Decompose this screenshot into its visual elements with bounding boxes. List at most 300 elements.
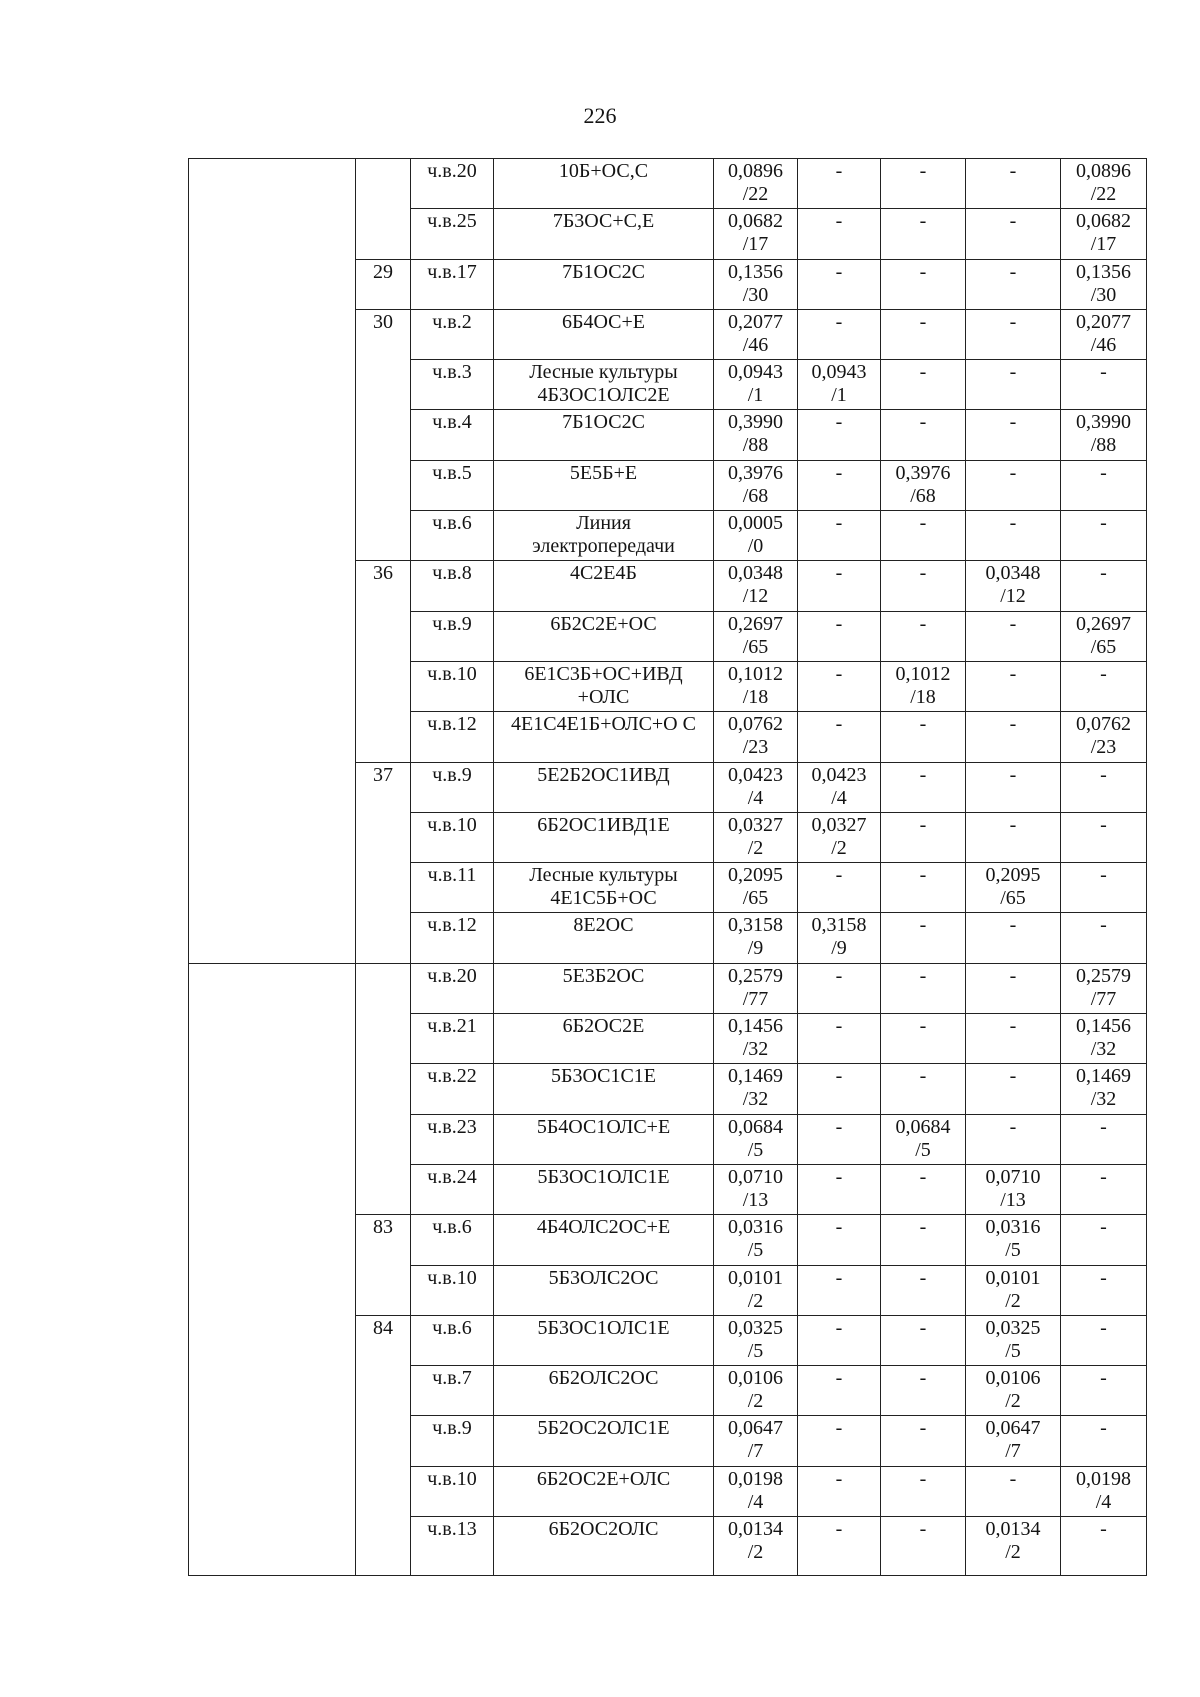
total-area-cell	[714, 913, 798, 963]
description-line: 6Б2ОС2Е+ОЛС	[536, 1467, 671, 1490]
vydel-cell	[411, 309, 494, 359]
area-value: -	[1009, 964, 1017, 987]
area-value: -	[1009, 160, 1017, 182]
category-area-cell	[798, 309, 881, 359]
area-value: /13	[1000, 1188, 1026, 1211]
area-value: /4	[1095, 1490, 1112, 1513]
kvartal-cell	[356, 762, 411, 963]
category-area-cell	[798, 1416, 881, 1466]
kvartal-number: 37	[373, 763, 393, 786]
category-area-cell	[881, 1215, 966, 1265]
category-area-cell	[1061, 611, 1147, 661]
vydel-cell	[411, 1164, 494, 1214]
vydel-cell	[411, 1114, 494, 1164]
area-value: -	[835, 1115, 843, 1138]
category-area-cell	[798, 159, 881, 209]
category-area-cell	[1061, 1366, 1147, 1416]
area-value: 0,3990	[728, 411, 783, 434]
area-value: /7	[1005, 1440, 1021, 1463]
area-value: -	[1009, 512, 1017, 535]
category-area-cell	[881, 1014, 966, 1064]
vydel-label: ч.в.12	[427, 914, 477, 937]
kvartal-cell	[356, 561, 411, 762]
kvartal-cell	[356, 1315, 411, 1575]
kvartal-number: 29	[373, 260, 393, 283]
description-line: 10Б+ОС,С	[558, 160, 649, 182]
category-area-cell	[966, 1517, 1061, 1576]
area-value: -	[835, 411, 843, 434]
area-value: -	[1100, 662, 1107, 685]
category-area-cell	[798, 209, 881, 259]
category-area-cell	[1061, 1466, 1147, 1516]
area-value: -	[835, 1065, 843, 1088]
area-value: -	[919, 864, 927, 887]
category-area-cell	[798, 1215, 881, 1265]
description-line: 4Б4ОЛС2ОС+Е	[536, 1216, 671, 1239]
area-value: -	[1100, 1417, 1107, 1440]
category-area-cell	[1061, 963, 1147, 1013]
vydel-cell	[411, 1265, 494, 1315]
area-value: -	[1009, 713, 1017, 736]
description-cell	[494, 309, 714, 359]
category-area-cell	[966, 611, 1061, 661]
area-value: -	[835, 1015, 843, 1038]
category-area-cell	[1061, 1517, 1147, 1576]
category-area-cell	[881, 410, 966, 460]
area-value: 0,1469	[1076, 1065, 1131, 1088]
area-value: 0,1012	[728, 662, 783, 685]
category-area-cell	[881, 360, 966, 410]
category-area-cell	[881, 209, 966, 259]
area-value: -	[1009, 1115, 1017, 1138]
area-value: /5	[747, 1138, 764, 1161]
category-area-cell	[966, 1366, 1061, 1416]
category-area-cell	[1061, 511, 1147, 561]
area-value: -	[919, 411, 927, 434]
description-cell	[494, 1215, 714, 1265]
kvartal-cell	[356, 1215, 411, 1316]
category-area-cell	[1061, 712, 1147, 762]
category-area-cell	[1061, 309, 1147, 359]
area-value: -	[835, 1216, 843, 1239]
area-value: -	[835, 461, 843, 484]
area-value: -	[1100, 361, 1107, 384]
vydel-label: ч.в.20	[427, 160, 477, 182]
area-value: /4	[747, 786, 764, 809]
area-value: -	[835, 1316, 843, 1339]
total-area-cell	[714, 1466, 798, 1516]
area-value: -	[1100, 1216, 1107, 1239]
category-area-cell	[798, 1164, 881, 1214]
area-value: -	[835, 260, 843, 283]
area-value: -	[919, 562, 927, 585]
area-value: /2	[831, 836, 847, 859]
category-area-cell	[966, 963, 1061, 1013]
vydel-label: ч.в.3	[432, 361, 472, 384]
area-value: 0,0325	[985, 1316, 1041, 1339]
area-value: -	[1100, 1115, 1107, 1138]
description-cell	[494, 159, 714, 209]
area-value: -	[1009, 361, 1017, 384]
total-area-cell	[714, 309, 798, 359]
area-value: /32	[742, 1088, 769, 1111]
total-area-cell	[714, 1114, 798, 1164]
kvartal-number: 36	[373, 562, 393, 585]
total-area-cell	[714, 1366, 798, 1416]
category-area-cell	[881, 460, 966, 510]
table-body	[189, 159, 1147, 1576]
area-value: -	[919, 1316, 927, 1339]
area-value: 0,0198	[1076, 1467, 1131, 1490]
kvartal-number: 83	[373, 1216, 393, 1239]
description-line: 4Б3ОС1ОЛС2Е	[537, 384, 670, 407]
area-value: 0,2697	[728, 612, 783, 635]
area-value: -	[1009, 461, 1017, 484]
area-value: 0,2095	[985, 864, 1041, 887]
area-value: 0,0647	[985, 1417, 1041, 1440]
vydel-cell	[411, 913, 494, 963]
category-area-cell	[881, 1315, 966, 1365]
category-area-cell	[966, 1164, 1061, 1214]
category-area-cell	[881, 259, 966, 309]
area-value: -	[919, 260, 927, 283]
description-cell	[494, 1114, 714, 1164]
description-cell	[494, 712, 714, 762]
area-value: -	[919, 1266, 927, 1289]
table-row	[189, 963, 1147, 1013]
description-line: 5Е5Б+Е	[569, 461, 638, 484]
category-area-cell	[966, 661, 1061, 711]
category-area-cell	[1061, 209, 1147, 259]
area-value: -	[919, 1518, 927, 1541]
category-area-cell	[966, 360, 1061, 410]
description-line: 5Б3ОС1ОЛС1Е	[537, 1165, 670, 1188]
category-area-cell	[798, 1265, 881, 1315]
area-value: -	[919, 1417, 927, 1440]
vydel-cell	[411, 561, 494, 611]
total-area-cell	[714, 661, 798, 711]
area-value: 0,0423	[811, 763, 867, 786]
description-cell	[494, 963, 714, 1013]
total-area-cell	[714, 561, 798, 611]
area-value: 0,3990	[1076, 411, 1131, 434]
total-area-cell	[714, 1517, 798, 1576]
area-value: -	[1009, 411, 1017, 434]
category-area-cell	[798, 1517, 881, 1576]
total-area-cell	[714, 762, 798, 812]
area-value: /5	[1005, 1339, 1021, 1362]
total-area-cell	[714, 511, 798, 561]
section-cell	[189, 963, 356, 1575]
vydel-cell	[411, 1416, 494, 1466]
vydel-label: ч.в.12	[427, 713, 477, 736]
category-area-cell	[881, 1164, 966, 1214]
category-area-cell	[1061, 812, 1147, 862]
vydel-label: ч.в.10	[427, 1467, 477, 1490]
vydel-cell	[411, 1366, 494, 1416]
area-value: 0,0134	[985, 1518, 1041, 1541]
category-area-cell	[881, 159, 966, 209]
category-area-cell	[798, 812, 881, 862]
area-value: -	[919, 1015, 927, 1038]
description-line: 6Б2ОС2ОЛС	[548, 1518, 659, 1541]
category-area-cell	[798, 1064, 881, 1114]
category-area-cell	[881, 762, 966, 812]
category-area-cell	[798, 1014, 881, 1064]
category-area-cell	[798, 511, 881, 561]
category-area-cell	[1061, 561, 1147, 611]
area-value: /65	[1090, 635, 1117, 658]
vydel-label: ч.в.6	[432, 1216, 472, 1239]
area-value: -	[919, 813, 927, 836]
vydel-label: ч.в.10	[427, 1266, 477, 1289]
area-value: 0,0327	[811, 813, 867, 836]
area-value: 0,2077	[1076, 310, 1131, 333]
category-area-cell	[966, 1014, 1061, 1064]
area-value: 0,1456	[728, 1015, 783, 1038]
category-area-cell	[881, 611, 966, 661]
category-area-cell	[798, 712, 881, 762]
area-value: /77	[1090, 987, 1117, 1010]
area-value: -	[919, 1367, 927, 1390]
area-value: 0,0316	[985, 1216, 1041, 1239]
vydel-cell	[411, 863, 494, 913]
area-value: -	[835, 1518, 843, 1541]
area-value: -	[1100, 813, 1107, 836]
vydel-label: ч.в.8	[432, 562, 472, 585]
area-value: /2	[1005, 1390, 1021, 1413]
description-cell	[494, 460, 714, 510]
description-cell	[494, 1014, 714, 1064]
category-area-cell	[966, 863, 1061, 913]
category-area-cell	[1061, 1064, 1147, 1114]
area-value: 0,1356	[1076, 260, 1131, 283]
category-area-cell	[966, 259, 1061, 309]
area-value: -	[1100, 1316, 1107, 1339]
area-value: /46	[742, 333, 769, 356]
category-area-cell	[966, 209, 1061, 259]
area-value: /2	[1005, 1541, 1021, 1564]
area-value: -	[1009, 813, 1017, 836]
total-area-cell	[714, 460, 798, 510]
area-value: -	[1009, 1065, 1017, 1088]
forest-inventory-table	[188, 158, 1147, 1576]
category-area-cell	[966, 410, 1061, 460]
area-value: /17	[742, 233, 769, 256]
category-area-cell	[881, 1064, 966, 1114]
area-value: -	[919, 964, 927, 987]
vydel-cell	[411, 812, 494, 862]
vydel-cell	[411, 1466, 494, 1516]
category-area-cell	[1061, 913, 1147, 963]
area-value: /1	[831, 384, 847, 407]
area-value: 0,2579	[728, 964, 783, 987]
description-cell	[494, 1416, 714, 1466]
area-value: -	[1100, 512, 1107, 535]
area-value: -	[1009, 210, 1017, 233]
area-value: 0,1356	[728, 260, 783, 283]
category-area-cell	[881, 561, 966, 611]
area-value: -	[1009, 612, 1017, 635]
area-value: -	[1009, 763, 1017, 786]
category-area-cell	[798, 863, 881, 913]
description-line: +ОЛС	[577, 685, 630, 708]
category-area-cell	[1061, 1215, 1147, 1265]
category-area-cell	[966, 1215, 1061, 1265]
area-value: /5	[747, 1239, 764, 1262]
area-value: /68	[742, 484, 769, 507]
category-area-cell	[966, 159, 1061, 209]
area-value: 0,0684	[728, 1115, 783, 1138]
area-value: /88	[1090, 434, 1117, 457]
vydel-cell	[411, 762, 494, 812]
area-value: /30	[742, 283, 769, 306]
category-area-cell	[966, 812, 1061, 862]
description-line: Лесные культуры	[529, 361, 678, 384]
area-value: -	[835, 1266, 843, 1289]
vydel-label: ч.в.9	[432, 763, 472, 786]
category-area-cell	[798, 1114, 881, 1164]
area-value: -	[919, 310, 927, 333]
category-area-cell	[1061, 1014, 1147, 1064]
category-area-cell	[966, 1064, 1061, 1114]
area-value: -	[919, 713, 927, 736]
category-area-cell	[881, 963, 966, 1013]
area-value: -	[835, 1367, 843, 1390]
area-value: 0,0710	[728, 1165, 783, 1188]
vydel-cell	[411, 360, 494, 410]
vydel-cell	[411, 511, 494, 561]
area-value: -	[919, 361, 927, 384]
category-area-cell	[1061, 762, 1147, 812]
vydel-cell	[411, 259, 494, 309]
area-value: 0,1456	[1076, 1015, 1131, 1038]
category-area-cell	[966, 1416, 1061, 1466]
area-value: /17	[1090, 233, 1117, 256]
kvartal-number: 84	[373, 1316, 393, 1339]
area-value: /88	[742, 434, 769, 457]
area-value: /12	[1000, 585, 1026, 608]
total-area-cell	[714, 1315, 798, 1365]
category-area-cell	[1061, 460, 1147, 510]
category-area-cell	[881, 1517, 966, 1576]
total-area-cell	[714, 712, 798, 762]
total-area-cell	[714, 410, 798, 460]
area-value: -	[1100, 1367, 1107, 1390]
area-value: -	[835, 713, 843, 736]
area-value: /13	[742, 1188, 769, 1211]
vydel-cell	[411, 460, 494, 510]
category-area-cell	[881, 812, 966, 862]
total-area-cell	[714, 611, 798, 661]
area-value: /7	[747, 1440, 764, 1463]
category-area-cell	[966, 712, 1061, 762]
description-cell	[494, 611, 714, 661]
area-value: /23	[1090, 736, 1117, 759]
vydel-label: ч.в.9	[432, 1417, 472, 1440]
area-value: /18	[910, 685, 936, 708]
area-value: -	[1009, 1015, 1017, 1038]
area-value: -	[919, 1216, 927, 1239]
area-value: /22	[1090, 183, 1117, 205]
category-area-cell	[881, 1114, 966, 1164]
area-value: /77	[742, 987, 769, 1010]
description-line: 6Б2С2Е+ОС	[550, 612, 657, 635]
area-value: 0,3158	[728, 914, 783, 937]
total-area-cell	[714, 159, 798, 209]
description-line: 4Е1С4Е1Б+ОЛС+О С	[511, 713, 696, 736]
category-area-cell	[798, 611, 881, 661]
area-value: /2	[747, 1541, 764, 1564]
area-value: -	[919, 512, 927, 535]
category-area-cell	[798, 913, 881, 963]
area-value: -	[835, 210, 843, 233]
area-value: 0,3158	[811, 914, 867, 937]
area-value: 0,0710	[985, 1165, 1041, 1188]
area-value: -	[1100, 763, 1107, 786]
vydel-label: ч.в.2	[432, 310, 472, 333]
category-area-cell	[798, 762, 881, 812]
category-area-cell	[1061, 410, 1147, 460]
category-area-cell	[881, 511, 966, 561]
area-value: /18	[742, 685, 769, 708]
area-value: -	[835, 612, 843, 635]
area-value: -	[1100, 864, 1107, 887]
category-area-cell	[1061, 863, 1147, 913]
description-line: 7Б3ОС+С,Е	[552, 210, 655, 233]
area-value: /32	[742, 1038, 769, 1061]
total-area-cell	[714, 1265, 798, 1315]
category-area-cell	[966, 511, 1061, 561]
vydel-cell	[411, 1014, 494, 1064]
vydel-cell	[411, 410, 494, 460]
area-value: -	[919, 612, 927, 635]
area-value: -	[1009, 260, 1017, 283]
category-area-cell	[881, 1366, 966, 1416]
category-area-cell	[1061, 1416, 1147, 1466]
area-value: 0,0684	[895, 1115, 951, 1138]
description-cell	[494, 259, 714, 309]
category-area-cell	[798, 561, 881, 611]
category-area-cell	[798, 1366, 881, 1416]
description-cell	[494, 863, 714, 913]
description-line: 4С2Е4Б	[569, 562, 638, 585]
vydel-label: ч.в.11	[427, 864, 477, 887]
vydel-cell	[411, 712, 494, 762]
area-value: 0,0943	[728, 361, 783, 384]
area-value: -	[835, 160, 843, 182]
category-area-cell	[1061, 360, 1147, 410]
area-value: /32	[1090, 1088, 1117, 1111]
description-line: 5Б2ОС2ОЛС1Е	[537, 1417, 670, 1440]
area-value: 0,0896	[1076, 160, 1131, 182]
category-area-cell	[798, 661, 881, 711]
area-value: /9	[747, 937, 764, 960]
category-area-cell	[1061, 1315, 1147, 1365]
area-value: 0,0896	[728, 160, 783, 182]
vydel-label: ч.в.22	[427, 1065, 477, 1088]
area-value: 0,0682	[728, 210, 783, 233]
area-value: -	[1100, 914, 1107, 937]
area-value: /65	[1000, 887, 1026, 910]
area-value: 0,0198	[728, 1467, 783, 1490]
description-line: 5Б3ОЛС2ОС	[548, 1266, 659, 1289]
category-area-cell	[966, 460, 1061, 510]
area-value: 0,0423	[728, 763, 783, 786]
category-area-cell	[1061, 259, 1147, 309]
area-value: 0,1469	[728, 1065, 783, 1088]
vydel-label: ч.в.20	[427, 964, 477, 987]
